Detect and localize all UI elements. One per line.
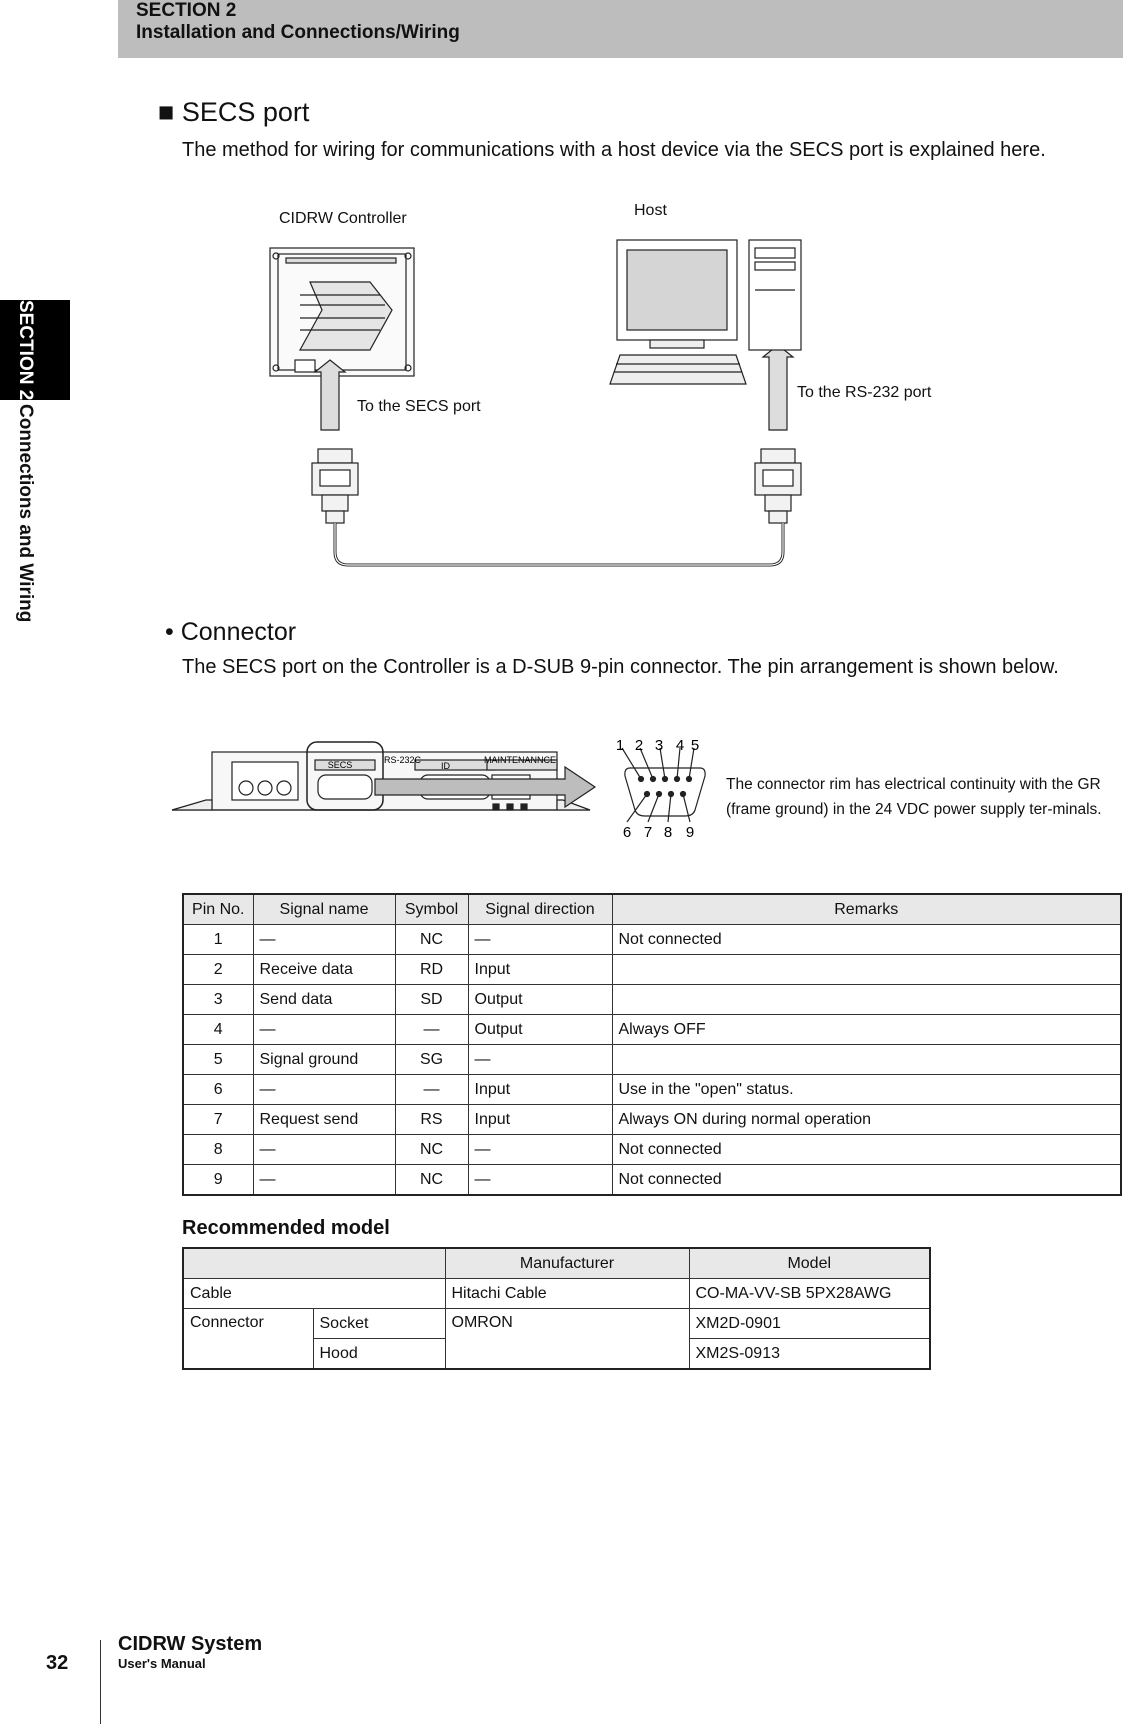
side-tab-label: Connections and Wiring [15, 404, 36, 623]
dot-bullet-icon: • [165, 618, 174, 646]
pin-number-cell: 1 [183, 925, 253, 955]
symbol-cell: SD [395, 985, 468, 1015]
section-title: Installation and Connections/Wiring [136, 22, 460, 43]
table-row [183, 1279, 930, 1309]
column-header: Signal direction [468, 894, 612, 925]
table-row [183, 1135, 1121, 1165]
signal-name-cell: — [253, 1165, 395, 1196]
secs-panel-label: SECS [327, 760, 353, 770]
id-panel-label: ID [441, 761, 450, 771]
signal-name-cell: — [253, 925, 395, 955]
recommended-model-table [182, 1247, 931, 1370]
pin-number: 5 [690, 737, 700, 754]
pin-number: 7 [643, 824, 653, 841]
signal-name-cell: Signal ground [253, 1045, 395, 1075]
direction-cell: — [468, 1135, 612, 1165]
recommended-model-heading: Recommended model [182, 1217, 390, 1239]
symbol-cell: RS [395, 1105, 468, 1135]
pin-number: 2 [634, 737, 644, 754]
footer-manual: User's Manual [118, 1656, 206, 1671]
remarks-cell: Not connected [612, 1165, 1121, 1196]
maintenance-panel-label: MAINTENANNCE [484, 755, 557, 765]
symbol-cell: — [395, 1015, 468, 1045]
connector-heading [165, 618, 296, 647]
direction-cell: — [468, 1045, 612, 1075]
model-cell: CO-MA-VV-SB 5PX28AWG [689, 1279, 930, 1309]
direction-cell: — [468, 925, 612, 955]
table-row [183, 1309, 930, 1339]
connector-rim-note: The connector rim has electrical continuity with the GR (frame ground) in the 24 VDC power supply ter-minals. [726, 776, 1102, 818]
remarks-cell [612, 985, 1121, 1015]
footer-product: CIDRW System [118, 1633, 263, 1655]
remarks-cell: Use in the "open" status. [612, 1075, 1121, 1105]
cable-icon [335, 523, 783, 565]
controller-front-panel [172, 742, 590, 810]
manufacturer-cell: Hitachi Cable [445, 1279, 689, 1309]
signal-name-cell: — [253, 1135, 395, 1165]
remarks-cell: Always ON during normal operation [612, 1105, 1121, 1135]
direction-cell: Output [468, 1015, 612, 1045]
remarks-cell [612, 1045, 1121, 1075]
d-sub-plug-left [312, 449, 358, 523]
up-arrow-icon [315, 360, 345, 430]
connector-title: Connector [180, 618, 297, 646]
direction-cell: Output [468, 985, 612, 1015]
connector-intro: The SECS port on the Controller is a D-SUB 9-pin connector. The pin arrangement is shown below. [182, 656, 1059, 678]
wiring-diagram [0, 0, 1123, 600]
pin-number-cell: 9 [183, 1165, 253, 1196]
controller-label: CIDRW Controller [279, 210, 407, 227]
to-secs-port-label: To the SECS port [357, 398, 481, 415]
direction-cell: Input [468, 1075, 612, 1105]
symbol-cell: NC [395, 1165, 468, 1196]
secs-port-title: SECS port [181, 97, 310, 127]
keyboard-icon [610, 355, 746, 384]
manufacturer-cell: OMRON [445, 1309, 689, 1370]
pin-number-cell: 6 [183, 1075, 253, 1105]
column-header: Signal name [253, 894, 395, 925]
signal-name-cell: Receive data [253, 955, 395, 985]
up-arrow-icon [763, 345, 793, 430]
item-cell: Connector [183, 1309, 313, 1370]
table-row [183, 985, 1121, 1015]
pin-number: 1 [615, 737, 625, 754]
item-cell: Cable [183, 1279, 445, 1309]
db9-pinout-icon [622, 748, 705, 822]
column-header: Pin No. [183, 894, 253, 925]
symbol-cell: NC [395, 1135, 468, 1165]
sub-item-cell: Socket [313, 1309, 445, 1339]
direction-cell: Input [468, 1105, 612, 1135]
table-row [183, 1075, 1121, 1105]
pin-number: 9 [685, 824, 695, 841]
pin-number: 3 [654, 737, 664, 754]
table-row [183, 1165, 1121, 1196]
model-cell: XM2S-0913 [689, 1339, 930, 1370]
side-tab-section: SECTION 2 [15, 300, 36, 401]
to-rs232-port-label: To the RS-232 port [797, 384, 932, 401]
pin-number-cell: 3 [183, 985, 253, 1015]
table-row [183, 1015, 1121, 1045]
symbol-cell: — [395, 1075, 468, 1105]
footer-divider [100, 1640, 101, 1724]
pin-number-cell: 5 [183, 1045, 253, 1075]
direction-cell: — [468, 1165, 612, 1196]
column-header [183, 1248, 445, 1279]
column-header: Model [689, 1248, 930, 1279]
table-row [183, 1045, 1121, 1075]
controller-illustration [270, 248, 414, 376]
model-cell: XM2D-0901 [689, 1309, 930, 1339]
column-header: Remarks [612, 894, 1121, 925]
table-row [183, 925, 1121, 955]
pin-number-cell: 4 [183, 1015, 253, 1045]
host-label: Host [634, 202, 667, 219]
rs232-panel-label: RS-232C [384, 755, 422, 765]
pin-assignment-table [182, 893, 1122, 1196]
secs-port-intro: The method for wiring for communications with a host device via the SECS port is explained here. [182, 139, 1046, 161]
table-row [183, 1105, 1121, 1135]
remarks-cell [612, 955, 1121, 985]
symbol-cell: RD [395, 955, 468, 985]
remarks-cell: Not connected [612, 925, 1121, 955]
remarks-cell: Always OFF [612, 1015, 1121, 1045]
table-header-row [183, 1248, 930, 1279]
column-header: Symbol [395, 894, 468, 925]
pin-number-cell: 7 [183, 1105, 253, 1135]
remarks-cell: Not connected [612, 1135, 1121, 1165]
signal-name-cell: — [253, 1015, 395, 1045]
pin-number: 8 [663, 824, 673, 841]
pin-number-cell: 2 [183, 955, 253, 985]
signal-name-cell: Request send [253, 1105, 395, 1135]
pin-number-cell: 8 [183, 1135, 253, 1165]
pin-number: 6 [622, 824, 632, 841]
square-bullet-icon: ■ [158, 97, 175, 127]
signal-name-cell: — [253, 1075, 395, 1105]
table-header-row [183, 894, 1121, 925]
pc-tower-icon [749, 240, 801, 350]
signal-name-cell: Send data [253, 985, 395, 1015]
direction-cell: Input [468, 955, 612, 985]
sub-item-cell: Hood [313, 1339, 445, 1370]
page-number: 32 [46, 1652, 69, 1674]
monitor-icon [617, 240, 737, 348]
table-row [183, 955, 1121, 985]
symbol-cell: NC [395, 925, 468, 955]
symbol-cell: SG [395, 1045, 468, 1075]
column-header: Manufacturer [445, 1248, 689, 1279]
section-number: SECTION 2 [136, 0, 237, 21]
d-sub-plug-right [755, 449, 801, 523]
pin-number: 4 [675, 737, 685, 754]
